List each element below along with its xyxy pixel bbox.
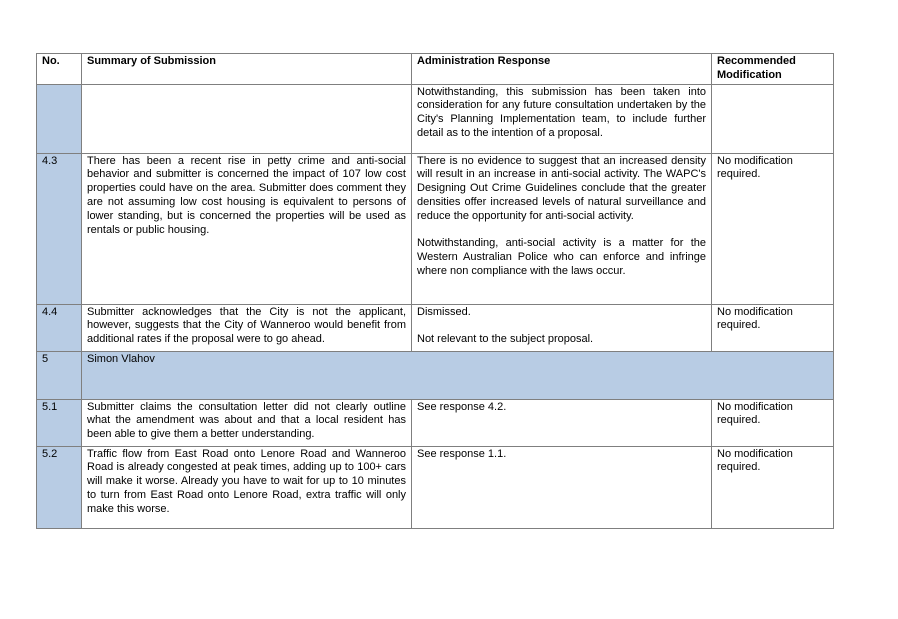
response-paragraph: Dismissed. [417, 305, 471, 318]
response-paragraph: Notwithstanding, anti-social activity is a matter for the Western Australian Police who can enforce and infringe where non compliance with the laws occur. [417, 237, 706, 277]
row-number [37, 84, 82, 153]
response-paragraph: There is no evidence to suggest that an increased density will result in an increase in anti-social activity. The WAPC's Designing Out Crime Guidelines conclude that the greater densities offer increased levels of natural surveillance and reduce the opportunity for anti-social activity. [417, 154, 706, 222]
row-response: Notwithstanding, this submission has been taken into consideration for any future consultation undertaken by the City's Planning Implementation team, to include further detail as to the intention of a proposal. [412, 84, 712, 153]
row-response [412, 153, 712, 304]
row-modification [712, 84, 834, 153]
table-row [37, 446, 834, 528]
submitter-name: Simon Vlahov [82, 351, 834, 399]
header-row [37, 54, 834, 85]
row-summary: Submitter claims the consultation letter did not clearly outline what the amendment was about and that a local resident has been able to give them a better understanding. [82, 399, 412, 446]
row-summary [82, 84, 412, 153]
row-number: 5 [37, 351, 82, 399]
response-paragraph: Not relevant to the subject proposal. [417, 333, 594, 346]
row-modification: No modification required. [712, 153, 834, 304]
row-modification: No modification required. [712, 399, 834, 446]
header-modification: Recommended Modification [712, 54, 834, 85]
row-summary: Submitter acknowledges that the City is not the applicant, however, suggests that the City of Wanneroo would benefit from additional rates if the proposal were to go ahead. [82, 304, 412, 351]
table-row [37, 153, 834, 304]
table-row [37, 84, 834, 153]
row-number: 4.4 [37, 304, 82, 351]
row-modification: No modification required. [712, 304, 834, 351]
header-no: No. [37, 54, 82, 85]
row-response: See response 1.1. [412, 446, 712, 528]
row-summary: There has been a recent rise in petty crime and anti-social behavior and submitter is concerned the impact of 107 low cost properties could have on the area. Submitter does comment they are not assuming low cost housing is equivalent to persons of lower standing, but is concerned the properties will be used as rentals or public housing. [82, 153, 412, 304]
submitter-section-row [37, 351, 834, 399]
header-summary: Summary of Submission [82, 54, 412, 85]
row-modification: No modification required. [712, 446, 834, 528]
row-number: 5.2 [37, 446, 82, 528]
row-number: 4.3 [37, 153, 82, 304]
submissions-table [36, 53, 834, 529]
header-response: Administration Response [412, 54, 712, 85]
table-row [37, 399, 834, 446]
row-response [412, 304, 712, 351]
row-summary: Traffic flow from East Road onto Lenore Road and Wanneroo Road is already congested at peak times, adding up to 100+ cars will make it worse. Already you have to wait for up to 10 minutes to turn from East Road onto Lenore Road, extra traffic will only make this worse. [82, 446, 412, 528]
table-row [37, 304, 834, 351]
row-response: See response 4.2. [412, 399, 712, 446]
row-number: 5.1 [37, 399, 82, 446]
